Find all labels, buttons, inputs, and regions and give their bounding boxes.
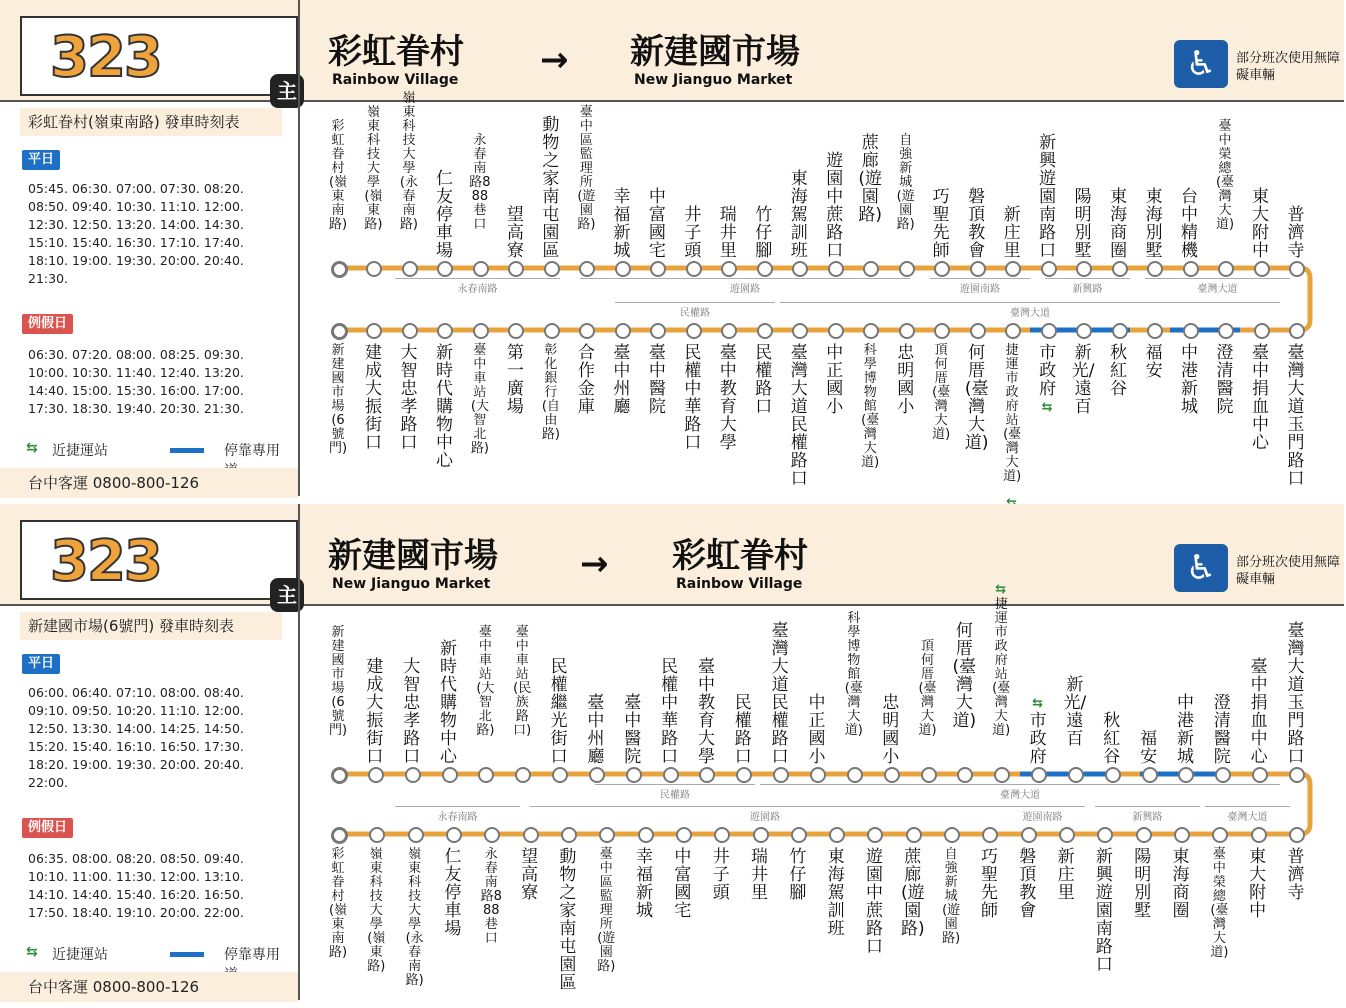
stop-marker xyxy=(828,261,844,277)
stop-marker xyxy=(1068,767,1084,783)
stop-marker xyxy=(523,827,539,843)
road-name: 臺灣大道 xyxy=(1010,308,1050,319)
operator-contact: 台中客運 0800-800-126 xyxy=(0,972,298,1002)
stop-name: 民權中華路口 xyxy=(661,657,679,767)
stop-marker xyxy=(402,261,418,277)
stop-marker xyxy=(1112,323,1128,339)
stop-name: 東大附中 xyxy=(1249,847,1267,921)
route-number: 323 xyxy=(50,25,161,90)
stop-marker xyxy=(1147,261,1163,277)
stop-name: 市政府 xyxy=(1039,343,1057,399)
stop-marker xyxy=(544,323,560,339)
origin-name-en: New Jianguo Market xyxy=(332,576,491,592)
stop-name: 頂何厝(臺灣大道) xyxy=(932,343,951,442)
operator-contact: 台中客運 0800-800-126 xyxy=(0,468,298,498)
timetable-title: 彩虹眷村(嶺東南路) 發車時刻表 xyxy=(20,108,282,136)
stop-name: 中富國宅 xyxy=(674,847,692,921)
stop-name: 臺中車站(大智北路) xyxy=(470,343,489,456)
stop-marker xyxy=(810,767,826,783)
stop-name: 科學博物館(臺灣大道) xyxy=(861,343,880,470)
stop-marker xyxy=(1218,261,1234,277)
road-bracket xyxy=(530,806,1000,807)
stop-name: 臺中捐血中心 xyxy=(1252,343,1270,453)
stop-marker xyxy=(552,767,568,783)
stop-marker xyxy=(753,827,769,843)
stop-marker xyxy=(757,261,773,277)
stop-name: 頂何厝(臺灣大道) xyxy=(918,639,937,738)
stop-name: 中正國小 xyxy=(826,343,844,417)
stop-name: 臺中區監理所(遊園路) xyxy=(577,105,596,232)
stop-name: 嶺東科技大學(永春南路) xyxy=(399,91,418,232)
stop-name: 東海駕訓班 xyxy=(790,169,808,261)
stop-name: 何厝(臺灣大道) xyxy=(964,343,989,453)
stop-name: 嶺東科技大學(嶺東路) xyxy=(367,847,386,974)
stop-name: 動物之家南屯園區 xyxy=(542,115,560,261)
road-bracket xyxy=(615,302,775,303)
stop-marker xyxy=(446,827,462,843)
route-panel-1 xyxy=(0,0,1344,496)
stop-name: 遊園中蔗路口 xyxy=(865,847,883,957)
stop-marker xyxy=(906,827,922,843)
stop-name: 井子頭 xyxy=(712,847,730,903)
holiday-times-row: 17:50. 18:40. 19:10. 20:00. 22:00. xyxy=(28,905,244,920)
stop-name: 磐頂教會 xyxy=(1019,847,1037,921)
stop-name: 蔗廊(遊園路) xyxy=(858,133,883,225)
stop-name: 巧聖先師 xyxy=(932,187,950,261)
stop-marker xyxy=(638,827,654,843)
mrt-station-icon: ⇆ xyxy=(26,440,38,456)
stop-name: 新光/遠百 xyxy=(1071,343,1095,417)
stop-name: 仁友停車場 xyxy=(444,847,462,939)
legend-lane-label: 停靠專用 xyxy=(224,443,280,459)
stop-name: 臺灣大道民權路口 xyxy=(771,621,789,767)
origin-name: 彩虹眷村 xyxy=(328,32,464,72)
road-bracket xyxy=(1095,806,1200,807)
weekday-times-row: 05:45. 06:30. 07:00. 07:30. 08:20. xyxy=(28,181,244,196)
stop-name: 新庄里 xyxy=(1057,847,1075,903)
stop-name: 民權路口 xyxy=(734,693,752,767)
weekday-times-row: 15:10. 15:40. 16:30. 17:10. 17:40. xyxy=(28,235,244,250)
road-name: 永春南路 xyxy=(437,812,478,823)
road-name: 臺灣大道 xyxy=(1227,812,1268,823)
stop-name: 幸福新城 xyxy=(613,187,631,261)
stop-name: 磐頂教會 xyxy=(968,187,986,261)
stop-name: 澄清醫院 xyxy=(1213,693,1231,767)
stop-name: 新時代購物中心 xyxy=(440,639,458,767)
legend-lane-label: 停靠專用 xyxy=(224,947,280,963)
weekday-times-row: 21:30. xyxy=(28,271,68,286)
stop-name: 建成大振街口 xyxy=(366,657,384,767)
origin-name: 新建國市場 xyxy=(328,536,498,576)
stop-name: 臺中教育大學 xyxy=(719,343,737,453)
stop-name: 望高寮 xyxy=(506,205,524,261)
stop-name: 永春南路888巷口 xyxy=(469,133,491,232)
timetable-title: 新建國市場(6號門) 發車時刻表 xyxy=(20,612,282,640)
destination-name: 新建國市場 xyxy=(630,32,800,72)
stop-name: 竹仔腳 xyxy=(755,205,773,261)
road-bracket xyxy=(760,784,1280,785)
stop-name: 捷運市政府站(臺灣大道) xyxy=(1003,343,1022,484)
weekday-tag: 平日 xyxy=(22,654,60,674)
stop-marker xyxy=(1031,767,1047,783)
stop-marker xyxy=(589,767,605,783)
stop-name: 捷運市政府站(臺灣大道) xyxy=(992,597,1011,738)
stop-marker xyxy=(1174,827,1190,843)
stop-name: 臺灣大道玉門路口 xyxy=(1287,343,1305,489)
stop-name: 忠明國小 xyxy=(897,343,915,417)
stop-name: 東海別墅 xyxy=(1145,187,1163,261)
stop-name: 大智忠孝路口 xyxy=(403,657,421,767)
stop-name: 新時代購物中心 xyxy=(435,343,453,471)
stop-name: 臺中車站(大智北路) xyxy=(476,625,495,738)
weekday-times-row: 22:00. xyxy=(28,775,68,790)
stop-name: 中富國宅 xyxy=(648,187,666,261)
stop-name: 科學博物館(臺灣大道) xyxy=(844,611,863,738)
stop-marker xyxy=(402,323,418,339)
stop-marker xyxy=(408,827,424,843)
accessible-note: 部分班次使用無障礙車輛 xyxy=(1236,555,1341,587)
weekday-times-row: 15:20. 15:40. 16:10. 16:50. 17:30. xyxy=(28,739,244,754)
stop-name: 東大附中 xyxy=(1252,187,1270,261)
stop-marker xyxy=(676,827,692,843)
stop-name: 澄清醫院 xyxy=(1216,343,1234,417)
stop-name: 忠明國小 xyxy=(882,693,900,767)
stop-name: 仁友停車場 xyxy=(435,169,453,261)
stop-marker xyxy=(1136,827,1152,843)
holiday-tag: 例假日 xyxy=(22,818,73,838)
road-bracket xyxy=(1205,806,1290,807)
stop-marker xyxy=(1254,261,1270,277)
stop-marker xyxy=(686,323,702,339)
road-bracket xyxy=(1145,278,1290,279)
stop-name: 遊園中蔗路口 xyxy=(826,151,844,261)
stop-name: 彩虹眷村(嶺東南路) xyxy=(328,847,348,960)
road-name: 民權路 xyxy=(680,308,710,319)
road-bracket xyxy=(395,806,520,807)
stop-marker xyxy=(757,323,773,339)
stop-marker xyxy=(615,261,631,277)
stop-name: 臺中州廳 xyxy=(587,693,605,767)
stop-marker xyxy=(331,261,348,278)
stop-name: 臺中醫院 xyxy=(648,343,666,417)
stop-name: 市政府 xyxy=(1029,711,1047,767)
stop-marker xyxy=(473,261,489,277)
road-name: 新興路 xyxy=(1072,284,1103,295)
weekday-times-row: 12:50. 13:30. 14:00. 14:25. 14:50. xyxy=(28,721,244,736)
route-panel-2 xyxy=(0,504,1344,1000)
road-name: 遊園路 xyxy=(750,812,780,823)
stop-marker xyxy=(791,827,807,843)
stop-marker xyxy=(1147,323,1163,339)
stop-name: 自強新城(遊園路) xyxy=(896,133,915,232)
stop-name: 福安 xyxy=(1140,729,1158,767)
arrow-icon: → xyxy=(580,544,609,584)
stop-name: 陽明別墅 xyxy=(1074,187,1092,261)
route-line-turn xyxy=(1296,268,1310,330)
wheelchair-icon: ♿ xyxy=(1174,544,1228,592)
stop-marker xyxy=(405,767,421,783)
stop-marker xyxy=(1112,261,1128,277)
stop-marker xyxy=(970,261,986,277)
stop-marker xyxy=(1289,323,1305,339)
holiday-times-row: 10:10. 11:00. 11:30. 12:00. 13:10. xyxy=(28,869,244,884)
stop-marker xyxy=(331,767,348,784)
stop-name: 中正國小 xyxy=(808,693,826,767)
stop-marker xyxy=(331,827,348,844)
stop-marker xyxy=(561,827,577,843)
stop-name: 民權中華路口 xyxy=(684,343,702,453)
main-route-badge: 主 xyxy=(270,74,304,108)
stop-name: 臺中捐血中心 xyxy=(1250,657,1268,767)
stop-name: 嶺東科技大學(永春南路) xyxy=(405,847,424,988)
stop-name: 新光/遠百 xyxy=(1063,675,1087,749)
stop-name: 竹仔腳 xyxy=(789,847,807,903)
destination-name-en: New Jianguo Market xyxy=(634,72,793,88)
road-bracket xyxy=(595,784,755,785)
stop-marker xyxy=(331,323,348,340)
stop-name: 普濟寺 xyxy=(1287,847,1305,903)
mrt-station-icon: ⇆ xyxy=(1041,400,1053,415)
road-name: 臺灣大道 xyxy=(1197,284,1238,295)
stop-marker xyxy=(626,767,642,783)
stop-name: 何厝(臺灣大道) xyxy=(952,621,977,731)
road-bracket xyxy=(1000,806,1085,807)
main-route-badge: 主 xyxy=(270,578,304,612)
stop-marker xyxy=(686,261,702,277)
road-name: 遊園路 xyxy=(730,284,760,295)
road-name: 遊園南路 xyxy=(960,284,1000,295)
holiday-times-row: 06:30. 07:20. 08:00. 08:25. 09:30. xyxy=(28,347,244,362)
destination-name: 彩虹眷村 xyxy=(672,536,808,576)
road-name: 永春南路 xyxy=(457,284,498,295)
stop-name: 新興遊園南路口 xyxy=(1039,133,1057,261)
stop-marker xyxy=(1218,323,1234,339)
stop-name: 民權路口 xyxy=(755,343,773,417)
stop-name: 臺中榮總(臺灣大道) xyxy=(1210,847,1229,960)
stop-marker xyxy=(368,767,384,783)
stop-name: 秋紅谷 xyxy=(1110,343,1128,399)
stop-marker xyxy=(884,767,900,783)
stop-name: 臺中教育大學 xyxy=(697,657,715,767)
holiday-times-row: 17:30. 18:30. 19:40. 20:30. 21:30. xyxy=(28,401,244,416)
holiday-times-row: 14:10. 14:40. 15:40. 16:20. 16:50. xyxy=(28,887,244,902)
stop-name: 彰化銀行(自由路) xyxy=(541,343,560,442)
stop-name: 新庄里 xyxy=(1003,205,1021,261)
stop-name: 陽明別墅 xyxy=(1134,847,1152,921)
stop-name: 瑞井里 xyxy=(751,847,769,903)
stop-name: 第一廣場 xyxy=(506,343,524,417)
legend-mrt-label: 近捷運站 xyxy=(52,443,108,459)
holiday-times-row: 14:40. 15:00. 15:30. 16:00. 17:00. xyxy=(28,383,244,398)
stop-marker xyxy=(921,767,937,783)
stop-name: 福安 xyxy=(1145,343,1163,381)
road-name: 新興路 xyxy=(1132,812,1163,823)
stop-name: 合作金庫 xyxy=(577,343,595,417)
stop-name: 東海商圈 xyxy=(1110,187,1128,261)
stop-name: 臺灣大道民權路口 xyxy=(790,343,808,489)
stop-marker xyxy=(473,323,489,339)
stop-marker xyxy=(1289,767,1305,783)
holiday-tag: 例假日 xyxy=(22,314,73,334)
road-name: 遊園南路 xyxy=(1022,812,1063,823)
stop-name: 台中精機 xyxy=(1181,187,1199,261)
stop-marker xyxy=(1059,827,1075,843)
stop-name: 新建國市場(6號門) xyxy=(328,625,348,738)
stop-name: 中港新城 xyxy=(1181,343,1199,417)
road-bracket xyxy=(580,278,910,279)
accessible-note: 部分班次使用無障礙車輛 xyxy=(1236,51,1341,83)
weekday-times-row: 09:10. 09:50. 10:20. 11:10. 12:00. xyxy=(28,703,244,718)
stop-marker xyxy=(1076,323,1092,339)
legend-mrt-label: 近捷運站 xyxy=(52,947,108,963)
stop-name: 瑞井里 xyxy=(719,205,737,261)
stop-marker xyxy=(544,261,560,277)
stop-marker xyxy=(615,323,631,339)
stop-marker xyxy=(970,323,986,339)
stop-marker xyxy=(1021,827,1037,843)
weekday-tag: 平日 xyxy=(22,150,60,170)
weekday-times-row: 06:00. 06:40. 07:10. 08:00. 08:40. xyxy=(28,685,244,700)
stop-marker xyxy=(899,261,915,277)
stop-name: 望高寮 xyxy=(521,847,539,903)
stop-name: 中港新城 xyxy=(1176,693,1194,767)
stop-marker xyxy=(944,827,960,843)
stop-marker xyxy=(1251,827,1267,843)
wheelchair-icon: ♿ xyxy=(1174,40,1228,88)
stop-name: 新建國市場(6號門) xyxy=(328,343,348,456)
stop-marker xyxy=(1254,323,1270,339)
holiday-times-row: 10:00. 10:30. 11:40. 12:40. 13:20. xyxy=(28,365,244,380)
stop-marker xyxy=(1105,767,1121,783)
stop-name: 東海商圈 xyxy=(1172,847,1190,921)
stop-marker xyxy=(1289,827,1305,843)
stop-name: 永春南路888巷口 xyxy=(480,847,502,946)
weekday-times-row: 18:20. 19:00. 19:30. 20:00. 20:40. xyxy=(28,757,244,772)
stop-marker xyxy=(1076,261,1092,277)
stop-name: 民權繼光街口 xyxy=(550,657,568,767)
road-bracket xyxy=(780,302,1280,303)
road-name: 民權路 xyxy=(660,790,690,801)
mrt-station-icon: ⇆ xyxy=(1032,696,1043,711)
stop-name: 幸福新城 xyxy=(636,847,654,921)
destination-name-en: Rainbow Village xyxy=(676,576,803,592)
weekday-times-row: 08:50. 09:40. 10:30. 11:10. 12:00. xyxy=(28,199,244,214)
stop-name: 臺中榮總(臺灣大道) xyxy=(1215,119,1235,232)
stop-name: 嶺東科技大學(嶺東路) xyxy=(364,105,383,232)
road-bracket xyxy=(1045,278,1130,279)
stop-marker xyxy=(899,323,915,339)
stop-name: 秋紅谷 xyxy=(1103,711,1121,767)
weekday-times-row: 18:10. 19:00. 19:30. 20:00. 20:40. xyxy=(28,253,244,268)
route-line-turn xyxy=(1296,774,1310,834)
stop-name: 井子頭 xyxy=(684,205,702,261)
stop-marker xyxy=(847,767,863,783)
mrt-station-icon: ⇆ xyxy=(26,944,38,960)
weekday-times-row: 12:30. 12:50. 13:20. 14:00. 14:30. xyxy=(28,217,244,232)
stop-name: 臺中區監理所(遊園路) xyxy=(597,847,616,974)
route-number: 323 xyxy=(50,529,161,594)
stop-marker xyxy=(828,323,844,339)
road-bracket xyxy=(395,278,560,279)
road-name: 臺灣大道 xyxy=(1000,790,1040,801)
stop-name: 巧聖先師 xyxy=(980,847,998,921)
mrt-station-icon: ⇆ xyxy=(995,582,1007,597)
stop-marker xyxy=(1041,323,1057,339)
holiday-times-row: 06:35. 08:00. 08:20. 08:50. 09:40. xyxy=(28,851,244,866)
stop-name: 新興遊園南路口 xyxy=(1095,847,1113,975)
stop-name: 臺中州廳 xyxy=(613,343,631,417)
stop-marker xyxy=(1041,261,1057,277)
road-bracket xyxy=(930,278,1030,279)
stop-name: 東海駕訓班 xyxy=(827,847,845,939)
stop-name: 建成大振街口 xyxy=(364,343,382,453)
stop-name: 彩虹眷村(嶺東南路) xyxy=(328,119,348,232)
stop-name: 臺中車站(民族路口) xyxy=(513,625,532,738)
stop-marker xyxy=(663,767,679,783)
origin-name-en: Rainbow Village xyxy=(332,72,459,88)
stop-name: 普濟寺 xyxy=(1287,205,1305,261)
stop-name: 自強新城(遊園路) xyxy=(942,847,961,946)
arrow-icon: → xyxy=(540,40,569,80)
stop-marker xyxy=(442,767,458,783)
stop-name: 臺灣大道玉門路口 xyxy=(1287,621,1305,767)
stop-name: 臺中醫院 xyxy=(624,693,642,767)
stop-name: 動物之家南屯園區 xyxy=(559,847,577,993)
stop-marker xyxy=(1142,767,1158,783)
stop-marker xyxy=(1289,261,1305,277)
stop-marker xyxy=(1183,323,1199,339)
stop-marker xyxy=(1183,261,1199,277)
stop-name: 蔗廊(遊園路) xyxy=(900,847,925,939)
stop-name: 大智忠孝路口 xyxy=(400,343,418,453)
